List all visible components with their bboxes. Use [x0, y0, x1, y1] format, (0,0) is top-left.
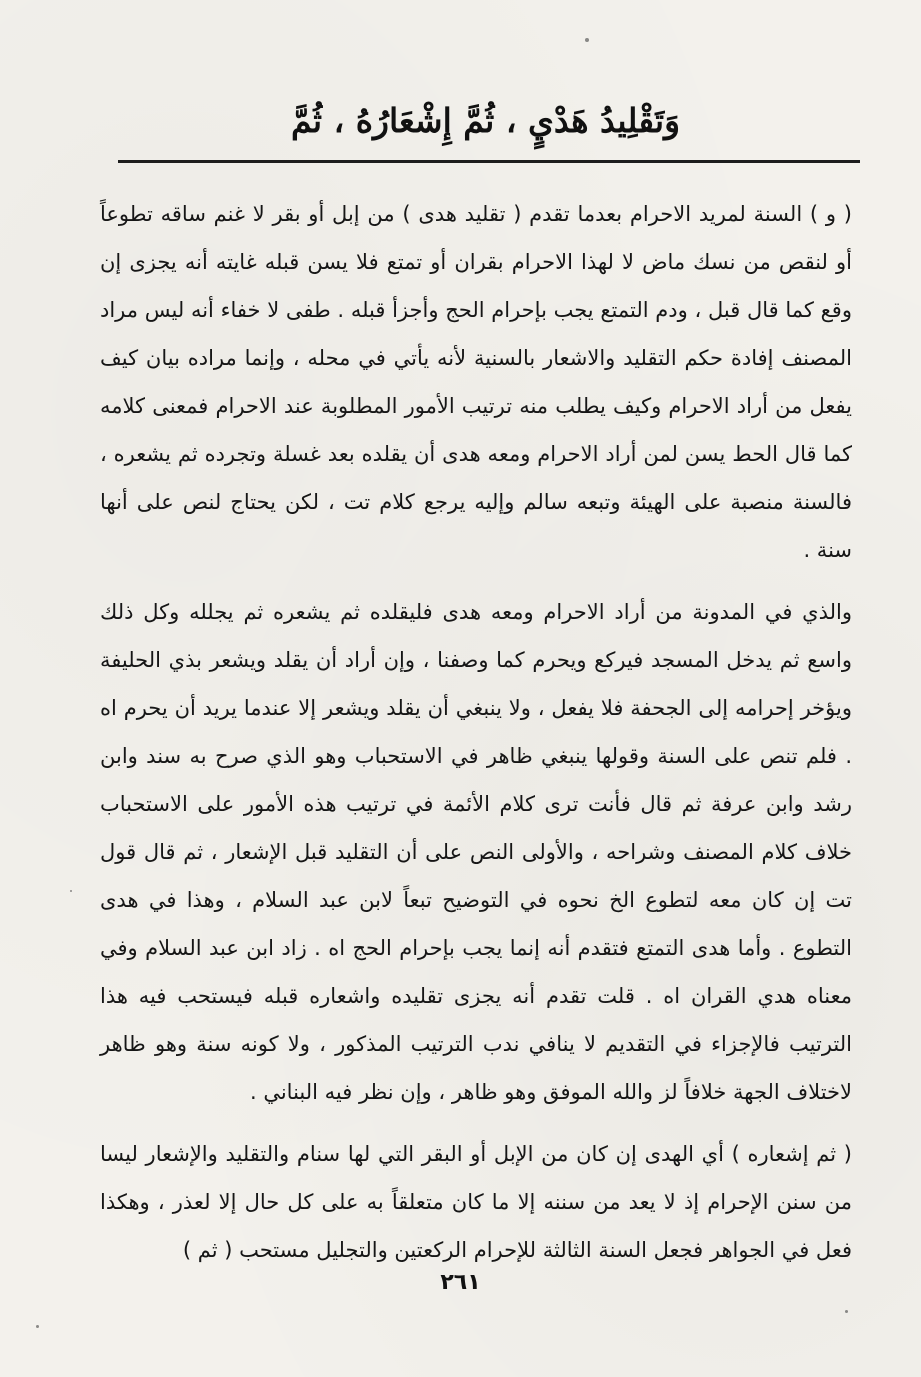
header-title: وَتَقْلِيدُ هَدْيٍ ، ثُمَّ إِشْعَارُهُ ، ثُمَّ	[290, 100, 681, 140]
paragraph-3: ( ثم إشعاره ) أي الهدى إن كان من الإبل أو البقر التي لها سنام والتقليد والإشعار ليسا من سنن الإحرام إذ لا يعد من سننه إلا ما كان متعلقاً به على كل حال إلا لعذر ، وهكذا فعل في الجواهر فجعل السنة الثالثة للإحرام الركعتين والتجليل مستحب ( ثم )	[100, 1142, 852, 1262]
scan-speck	[36, 1325, 39, 1328]
scan-speck	[845, 1310, 848, 1313]
paragraph-1: ( و ) السنة لمريد الاحرام بعدما تقدم ( تقليد هدى ) من إبل أو بقر لا غنم ساقه تطوعاً أو لنقص من نسك ماض لا لهذا الاحرام بقران أو تمتع فلا يسن قبله غايته أنه يجزى إن وقع كما قال قبل ، ودم التمتع يجب بإحرام الحج وأجزأ قبله . طفى لا خفاء أنه ليس مراد المصنف إفادة حكم التقليد والاشعار بالسنية لأنه يأتي في محله ، وإنما مراده بيان كيف يفعل من أراد الاحرام وكيف يطلب منه ترتيب الأمور المطلوبة عند الاحرام فمعنى كلامه كما قال الحط يسن لمن أراد الاحرام ومعه هدى أن يقلده بعد غسلة وتجرده ثم يشعره ، فالسنة منصبة على الهيئة وتبعه سالم وإليه يرجع كلام تت ، لكن يحتاج لنص على أنها سنة .	[100, 202, 852, 562]
page-number: ٢٦١	[440, 1270, 481, 1295]
scan-speck	[585, 38, 589, 42]
main-text	[100, 190, 852, 1274]
paragraph-2: والذي في المدونة من أراد الاحرام ومعه هدى فليقلده ثم يشعره ثم يجلله وكل ذلك واسع ثم يدخل المسجد فيركع ويحرم كما وصفنا ، وإن أراد أن يقلد ويشعر بذي الحليفة ويؤخر إحرامه إلى الجحفة فلا يفعل ، ولا ينبغي أن يقلد ويشعر إلا عندما يريد أن يحرم اه . فلم تنص على السنة وقولها ينبغي ظاهر في الاستحباب وهو الذي صرح به سند وابن رشد وابن عرفة ثم قال فأنت ترى كلام الأئمة في ترتيب هذه الأمور على الاستحباب خلاف كلام المصنف وشراحه ، والأولى النص على أن التقليد قبل الإشعار ، ثم قال قول تت إن كان معه لتطوع الخ نحوه في التوضيح تبعاً لابن عبد السلام ، وهذا في هدى التطوع . وأما هدى التمتع فتقدم أنه إنما يجب بإحرام الحج اه . زاد ابن عبد السلام وفي معناه هدي القران اه . قلت تقدم أنه يجزى تقليده واشعاره قبله فيستحب فيه هذا الترتيب فالإجزاء في التقديم لا ينافي ندب الترتيب المذكور ، ولا كونه سنة وهو ظاهر لاختلاف الجهة خلافاً لز والله الموفق وهو ظاهر ، وإن نظر فيه البناني .	[100, 600, 852, 1104]
header-rule	[118, 160, 860, 163]
scan-speck	[70, 890, 72, 892]
page-header	[120, 88, 851, 152]
